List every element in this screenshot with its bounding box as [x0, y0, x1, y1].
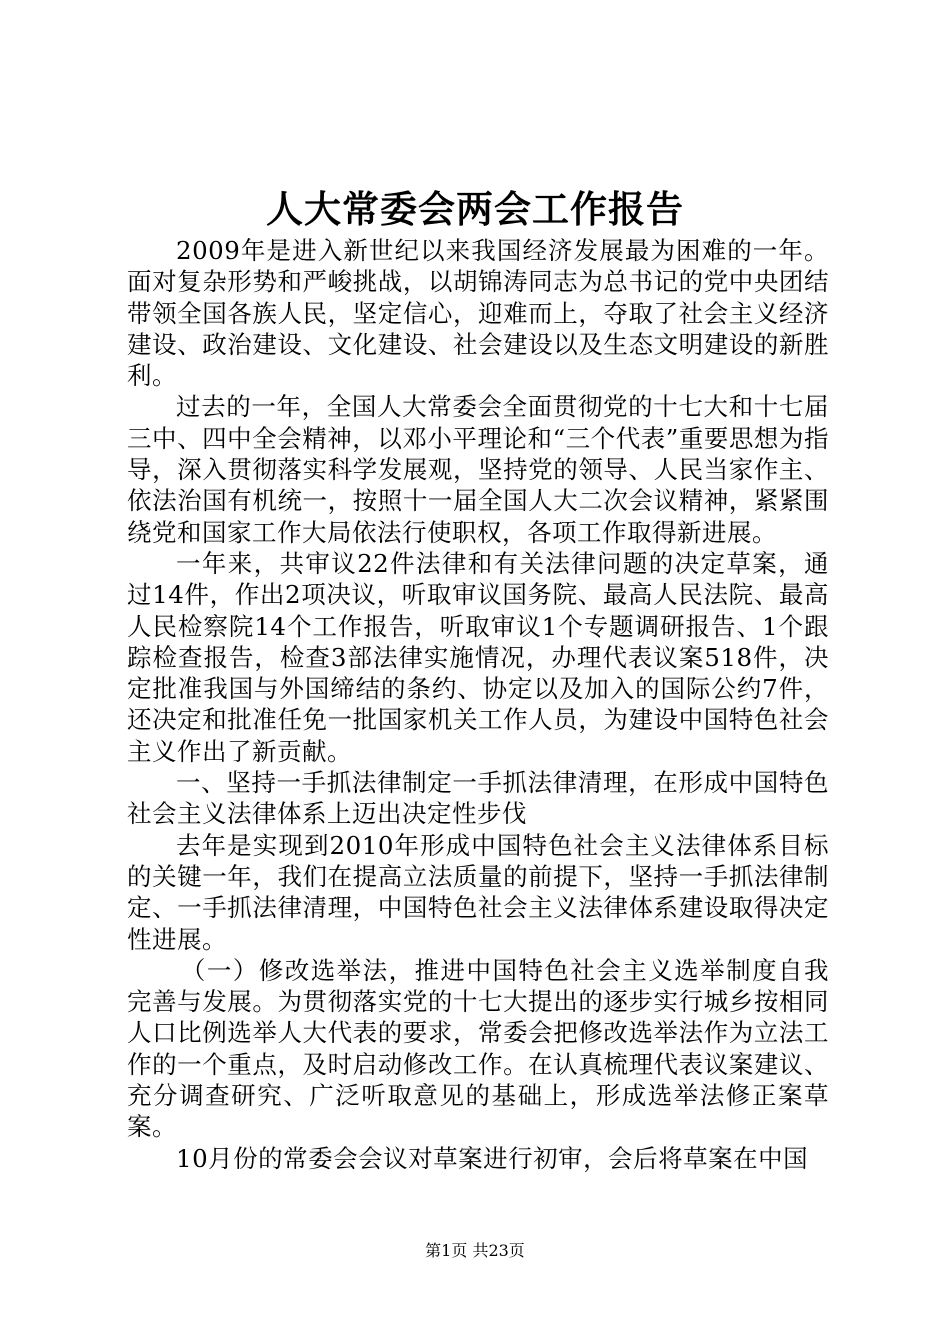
paragraph-statistics: 一年来，共审议22件法律和有关法律问题的决定草案，通过14件，作出2项决议，听取审议国务院、最高人民法院、最高人民检察院14个工作报告，听取审议1个专题调研报告、1个跟踪检查报告，检查3部法律实施情况，办理代表议案518件，决定批准我国与外国缔结的条约、协定以及加入的国际公约7件，还决定和批准任免一批国家机关工作人员，为建设中国特色社会主义作出了新贡献。 [127, 548, 829, 766]
page-footer: 第1页 共23页 [425, 1241, 525, 1260]
paragraph-legal-system: 去年是实现到2010年形成中国特色社会主义法律体系目标的关键一年，我们在提高立法质量的前提下，坚持一手抓法律制定、一手抓法律清理，中国特色社会主义法律体系建设取得决定性进展。 [127, 830, 829, 954]
paragraph-intro: 2009年是进入新世纪以来我国经济发展最为困难的一年。面对复杂形势和严峻挑战，以胡锦涛同志为总书记的党中央团结带领全国各族人民，坚定信心，迎难而上，夺取了社会主义经济建设、政治建设、文化建设、社会建设以及生态文明建设的新胜利。 [127, 236, 829, 391]
document-title: 人大常委会两会工作报告 [266, 187, 684, 231]
paragraph-past-year: 过去的一年，全国人大常委会全面贯彻党的十七大和十七届三中、四中全会精神，以邓小平理论和“三个代表”重要思想为指导，深入贯彻落实科学发展观，坚持党的领导、人民当家作主、依法治国有机统一，按照十一届全国人大二次会议精神，紧紧围绕党和国家工作大局依法行使职权，各项工作取得新进展。 [127, 392, 829, 547]
paragraph-october: 10月份的常委会会议对草案进行初审，会后将草案在中国 [176, 1143, 809, 1173]
section-heading-1: 一、坚持一手抓法律制定一手抓法律清理，在形成中国特色社会主义法律体系上迈出决定性步伐 [127, 768, 829, 829]
document-body [127, 235, 829, 1174]
paragraph-election-law: （一）修改选举法，推进中国特色社会主义选举制度自我完善与发展。为贯彻落实党的十七大提出的逐步实行城乡按相同人口比例选举人大代表的要求，常委会把修改选举法作为立法工作的一个重点，及时启动修改工作。在认真梳理代表议案建议、充分调查研究、广泛听取意见的基础上，形成选举法修正案草案。 [127, 955, 829, 1142]
